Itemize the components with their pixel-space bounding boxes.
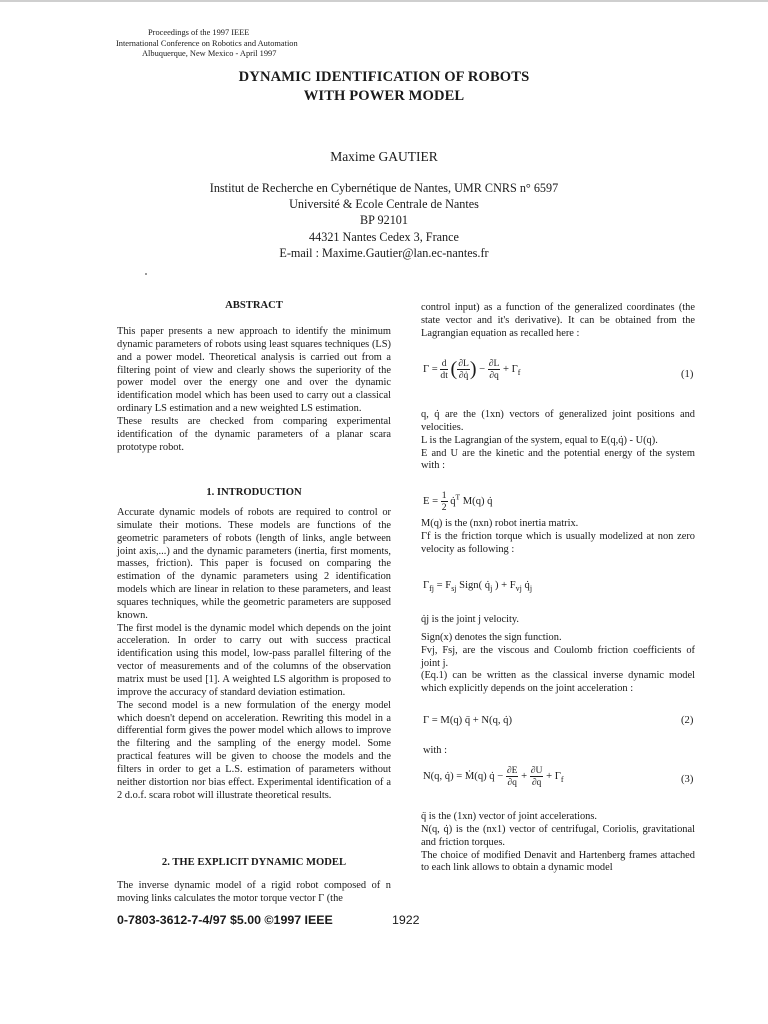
- intro-paragraph-3: The second model is a new formulation of the energy model which doesn't depend on acceleration. Rewriting this model in a differential form gives the power model which allows to improve the filtering and the sampling of the energy model. Some practical features will be given to choose the models and the filters in order to get a L.S. estimation of parameters without neither distortion nor bias effect. Experimental identification of a 2 d.o.f. scara robot will illustrate theoretical results.: [117, 699, 391, 801]
- right-paragraph-8: Sign(x) denotes the sign function.: [421, 631, 562, 643]
- paper-title: [0, 68, 768, 106]
- right-paragraph-13: The choice of modified Denavit and Hartenberg frames attached to each link allows to obtain a dynamic model: [421, 849, 695, 874]
- proceedings-line-2: International Conference on Robotics and Automation: [116, 38, 298, 48]
- section-2-paragraph-1: The inverse dynamic model of a rigid robot composed of n moving links calculates the motor torque vector Γ (the: [117, 880, 391, 904]
- page-number: 1922: [392, 913, 420, 927]
- with-label: with :: [423, 745, 447, 756]
- footer-copyright: 0-7803-3612-7-4/97 $5.00 ©1997 IEEE: [117, 913, 333, 927]
- title-line-2: WITH POWER MODEL: [303, 88, 465, 104]
- affiliation-line-2: Université & Ecole Centrale de Nantes: [289, 197, 479, 212]
- right-text-block-2: [421, 409, 695, 473]
- equation-2: Γ = M(q) q̈ + N(q, q̇): [423, 715, 512, 726]
- right-paragraph-3: L is the Lagrangian of the system, equal to E(q,q̇) - U(q).: [421, 434, 658, 446]
- right-paragraph-1: control input) as a function of the generalized coordinates (the state vector and it's derivative). It can be obtained from the Lagrangian equation as recalled here :: [421, 302, 695, 339]
- right-text-block-3: [421, 518, 695, 557]
- intro-paragraph-1: Accurate dynamic models of robots are required to control or simulate their motions. These models are functions of the geometric parameters of robots (length of links, angle between joint axis,...) and the dynamic parameters (inertia, first moments, masses, friction). This paper is focused on comparing the estimation of the dynamic parameters using 2 identification models which are linear in relation to these parameters, and least squares techniques, while the geometric parameters are supposed known.: [117, 507, 391, 621]
- abstract-paragraph-2: These results are checked from comparing experimental identification of the dynamic parameters of a planar scara prototype robot.: [117, 415, 391, 453]
- right-paragraph-10: (Eq.1) can be written as the classical inverse dynamic model which explicitly depends on the joint acceleration :: [421, 670, 695, 695]
- right-paragraph-6: Γf is the friction torque which is usually modelized at non zero velocity as following :: [421, 530, 695, 555]
- equation-1: Γ = $\frac{d}{dt}$ ( $\frac{\partial L}{\partial q̇}$ ) − $\frac{\partial L}{\partial q}$ + $\Gamma_f$: [423, 358, 521, 381]
- right-intro-text: [421, 302, 695, 341]
- equation-3-label: (3): [681, 774, 694, 785]
- section-2-heading: 2. THE EXPLICIT DYNAMIC MODEL: [161, 857, 347, 868]
- right-paragraph-7: q̇j is the joint j velocity.: [421, 614, 520, 625]
- title-line-1: DYNAMIC IDENTIFICATION OF ROBOTS: [238, 69, 530, 85]
- top-border: [0, 0, 768, 2]
- author-name: Maxime GAUTIER: [330, 149, 438, 164]
- right-paragraph-12: N(q, q̇) is the (nx1) vector of centrifugal, Coriolis, gravitational and friction torques.: [421, 823, 695, 848]
- introduction-heading: 1. INTRODUCTION: [206, 487, 302, 498]
- equation-2-label: (2): [681, 715, 694, 726]
- affiliation: [0, 180, 768, 261]
- right-text-block-5: [421, 811, 695, 875]
- kinetic-energy-equation: E = $\frac{1}{2}$ q̇$^T$ M(q) q̇: [423, 490, 493, 513]
- abstract-body: [117, 326, 391, 454]
- email: E-mail : Maxime.Gautier@lan.ec-nantes.fr: [279, 245, 489, 260]
- proceedings-line-1: Proceedings of the 1997 IEEE: [148, 28, 250, 37]
- introduction-body: [117, 507, 391, 802]
- proceedings-line-3: Albuquerque, New Mexico - April 1997: [142, 49, 277, 58]
- affiliation-line-1: Institut de Recherche en Cybernétique de Nantes, UMR CNRS n° 6597: [209, 181, 559, 195]
- right-paragraph-5: M(q) is the (nxn) robot inertia matrix.: [421, 518, 579, 529]
- proceedings-header: [116, 28, 298, 60]
- right-text-block-4: [421, 614, 695, 696]
- intro-paragraph-2: The first model is the dynamic model which depends on the joint acceleration. In order to carry out with success practical identification using this model, low-pass parallel filtering of the vector of measurements and of the columns of the observation matrix must be used [1]. A weighted LS algorithm is proposed to improve the accuracy of standard deviation estimation.: [117, 622, 391, 698]
- affiliation-line-3: BP 92101: [360, 213, 408, 228]
- right-paragraph-4: E and U are the kinetic and the potential energy of the system with :: [421, 447, 695, 472]
- right-paragraph-9: Fvj, Fsj, are the viscous and Coulomb friction coefficients of joint j.: [421, 644, 695, 669]
- friction-equation: $\Gamma_{fj} = F_{sj}$ Sign( $q̇_j$ ) + $F_{vj}$ $q̇_j$: [423, 580, 533, 594]
- equation-3: N(q, q̇) = Ṁ(q) q̇ − $\frac{\partial E}{\partial q}$ + $\frac{\partial U}{\partial q}$ + $\Gamma_f$: [423, 765, 564, 788]
- right-paragraph-11: q̈ is the (1xn) vector of joint accelerations.: [421, 811, 598, 822]
- scan-dot: [145, 273, 147, 275]
- equation-1-label: (1): [681, 369, 694, 380]
- abstract-paragraph-1: This paper presents a new approach to identify the minimum dynamic parameters of robots using least squares techniques (LS) and a power model. Theoretical analysis is carried out from a filtering point of view and clearly shows the superiority of the power model over the energy one and over the dynamic identification model which has been used to carry out a classical ordinary LS estimation and a new weighted LS estimation.: [117, 326, 391, 415]
- right-paragraph-2: q, q̇ are the (1xn) vectors of generalized joint positions and velocities.: [421, 409, 695, 433]
- section-2-body: [117, 880, 391, 906]
- abstract-heading: ABSTRACT: [225, 300, 283, 311]
- affiliation-line-4: 44321 Nantes Cedex 3, France: [309, 229, 459, 244]
